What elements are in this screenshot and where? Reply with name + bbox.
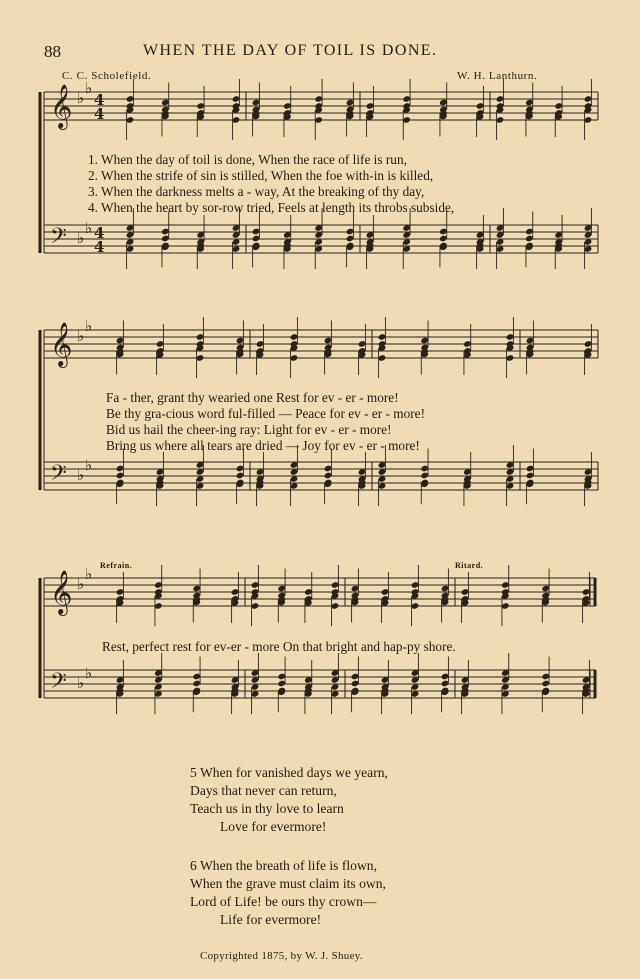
- bass-clef-icon: 𝄢: [50, 224, 67, 254]
- flat-icon: ♭: [77, 466, 85, 484]
- page-number: 88: [44, 42, 61, 61]
- flat-icon: ♭: [77, 575, 85, 593]
- treble-clef-icon: 𝄞: [50, 322, 73, 366]
- verse-3-line-a: 3. When the darkness melts a - way, At the breaking of thy day,: [88, 184, 425, 199]
- verse-3-line-b: Bid us hail the cheer-ing ray: Light for ev - er - more!: [106, 422, 392, 437]
- time-signature: 4: [94, 238, 105, 256]
- stanza-5-line-4: Love for evermore!: [220, 819, 327, 834]
- stanza-6-line-2: When the grave must claim its own,: [190, 876, 386, 891]
- flat-icon: ♭: [85, 219, 93, 237]
- flat-icon: ♭: [77, 229, 85, 247]
- flat-icon: ♭: [85, 317, 93, 335]
- copyright-notice: Copyrighted 1875, by W. J. Shuey.: [200, 950, 363, 962]
- verse-4-line-b: Bring us where all tears are dried — Joy for ev - er - more!: [106, 438, 420, 453]
- composer-credit: W. H. Lanthurn.: [457, 70, 538, 82]
- flat-icon: ♭: [77, 89, 85, 107]
- flat-icon: ♭: [77, 327, 85, 345]
- time-signature: 4: [94, 224, 105, 242]
- flat-icon: ♭: [85, 664, 93, 682]
- verse-1-line-a: 1. When the day of toil is done, When the race of life is run,: [88, 152, 407, 167]
- treble-clef-icon: 𝄞: [50, 84, 73, 128]
- ritard-label: Ritard.: [455, 561, 484, 570]
- stanza-5-line-1: 5 When for vanished days we yearn,: [190, 765, 388, 780]
- flat-icon: ♭: [85, 456, 93, 474]
- verse-1-line-b: Fa - ther, grant thy wearied one Rest for ev - er - more!: [106, 390, 399, 405]
- stanza-5-line-2: Days that never can return,: [190, 783, 337, 798]
- verse-4-line-a: 4. When the heart by sor-row tried, Feels at length its throbs subside,: [88, 200, 455, 215]
- stanza-6-line-4: Life for evermore!: [220, 912, 322, 927]
- treble-clef-icon: 𝄞: [50, 570, 73, 614]
- refrain-label: Refrain.: [100, 561, 133, 570]
- flat-icon: ♭: [77, 674, 85, 692]
- refrain-lyric: Rest, perfect rest for ev-er - more On that bright and hap-py shore.: [102, 639, 456, 654]
- bass-clef-icon: 𝄢: [50, 461, 67, 491]
- stanza-6-line-3: Lord of Life! be ours thy crown—: [190, 894, 377, 909]
- time-signature: 4: [94, 91, 105, 109]
- bass-clef-icon: 𝄢: [50, 669, 67, 699]
- stanza-6-line-1: 6 When the breath of life is flown,: [190, 858, 377, 873]
- verse-2-line-a: 2. When the strife of sin is stilled, When the foe with-in is killed,: [88, 168, 434, 183]
- flat-icon: ♭: [85, 79, 93, 97]
- time-signature: 4: [94, 105, 105, 123]
- stanza-5-line-3: Teach us in thy love to learn: [190, 801, 344, 816]
- lyricist-credit: C. C. Scholefield.: [62, 70, 152, 82]
- flat-icon: ♭: [85, 565, 93, 583]
- verse-2-line-b: Be thy gra-cious word ful-filled — Peace for ev - er - more!: [106, 406, 426, 421]
- hymn-title: WHEN THE DAY OF TOIL IS DONE.: [143, 42, 438, 59]
